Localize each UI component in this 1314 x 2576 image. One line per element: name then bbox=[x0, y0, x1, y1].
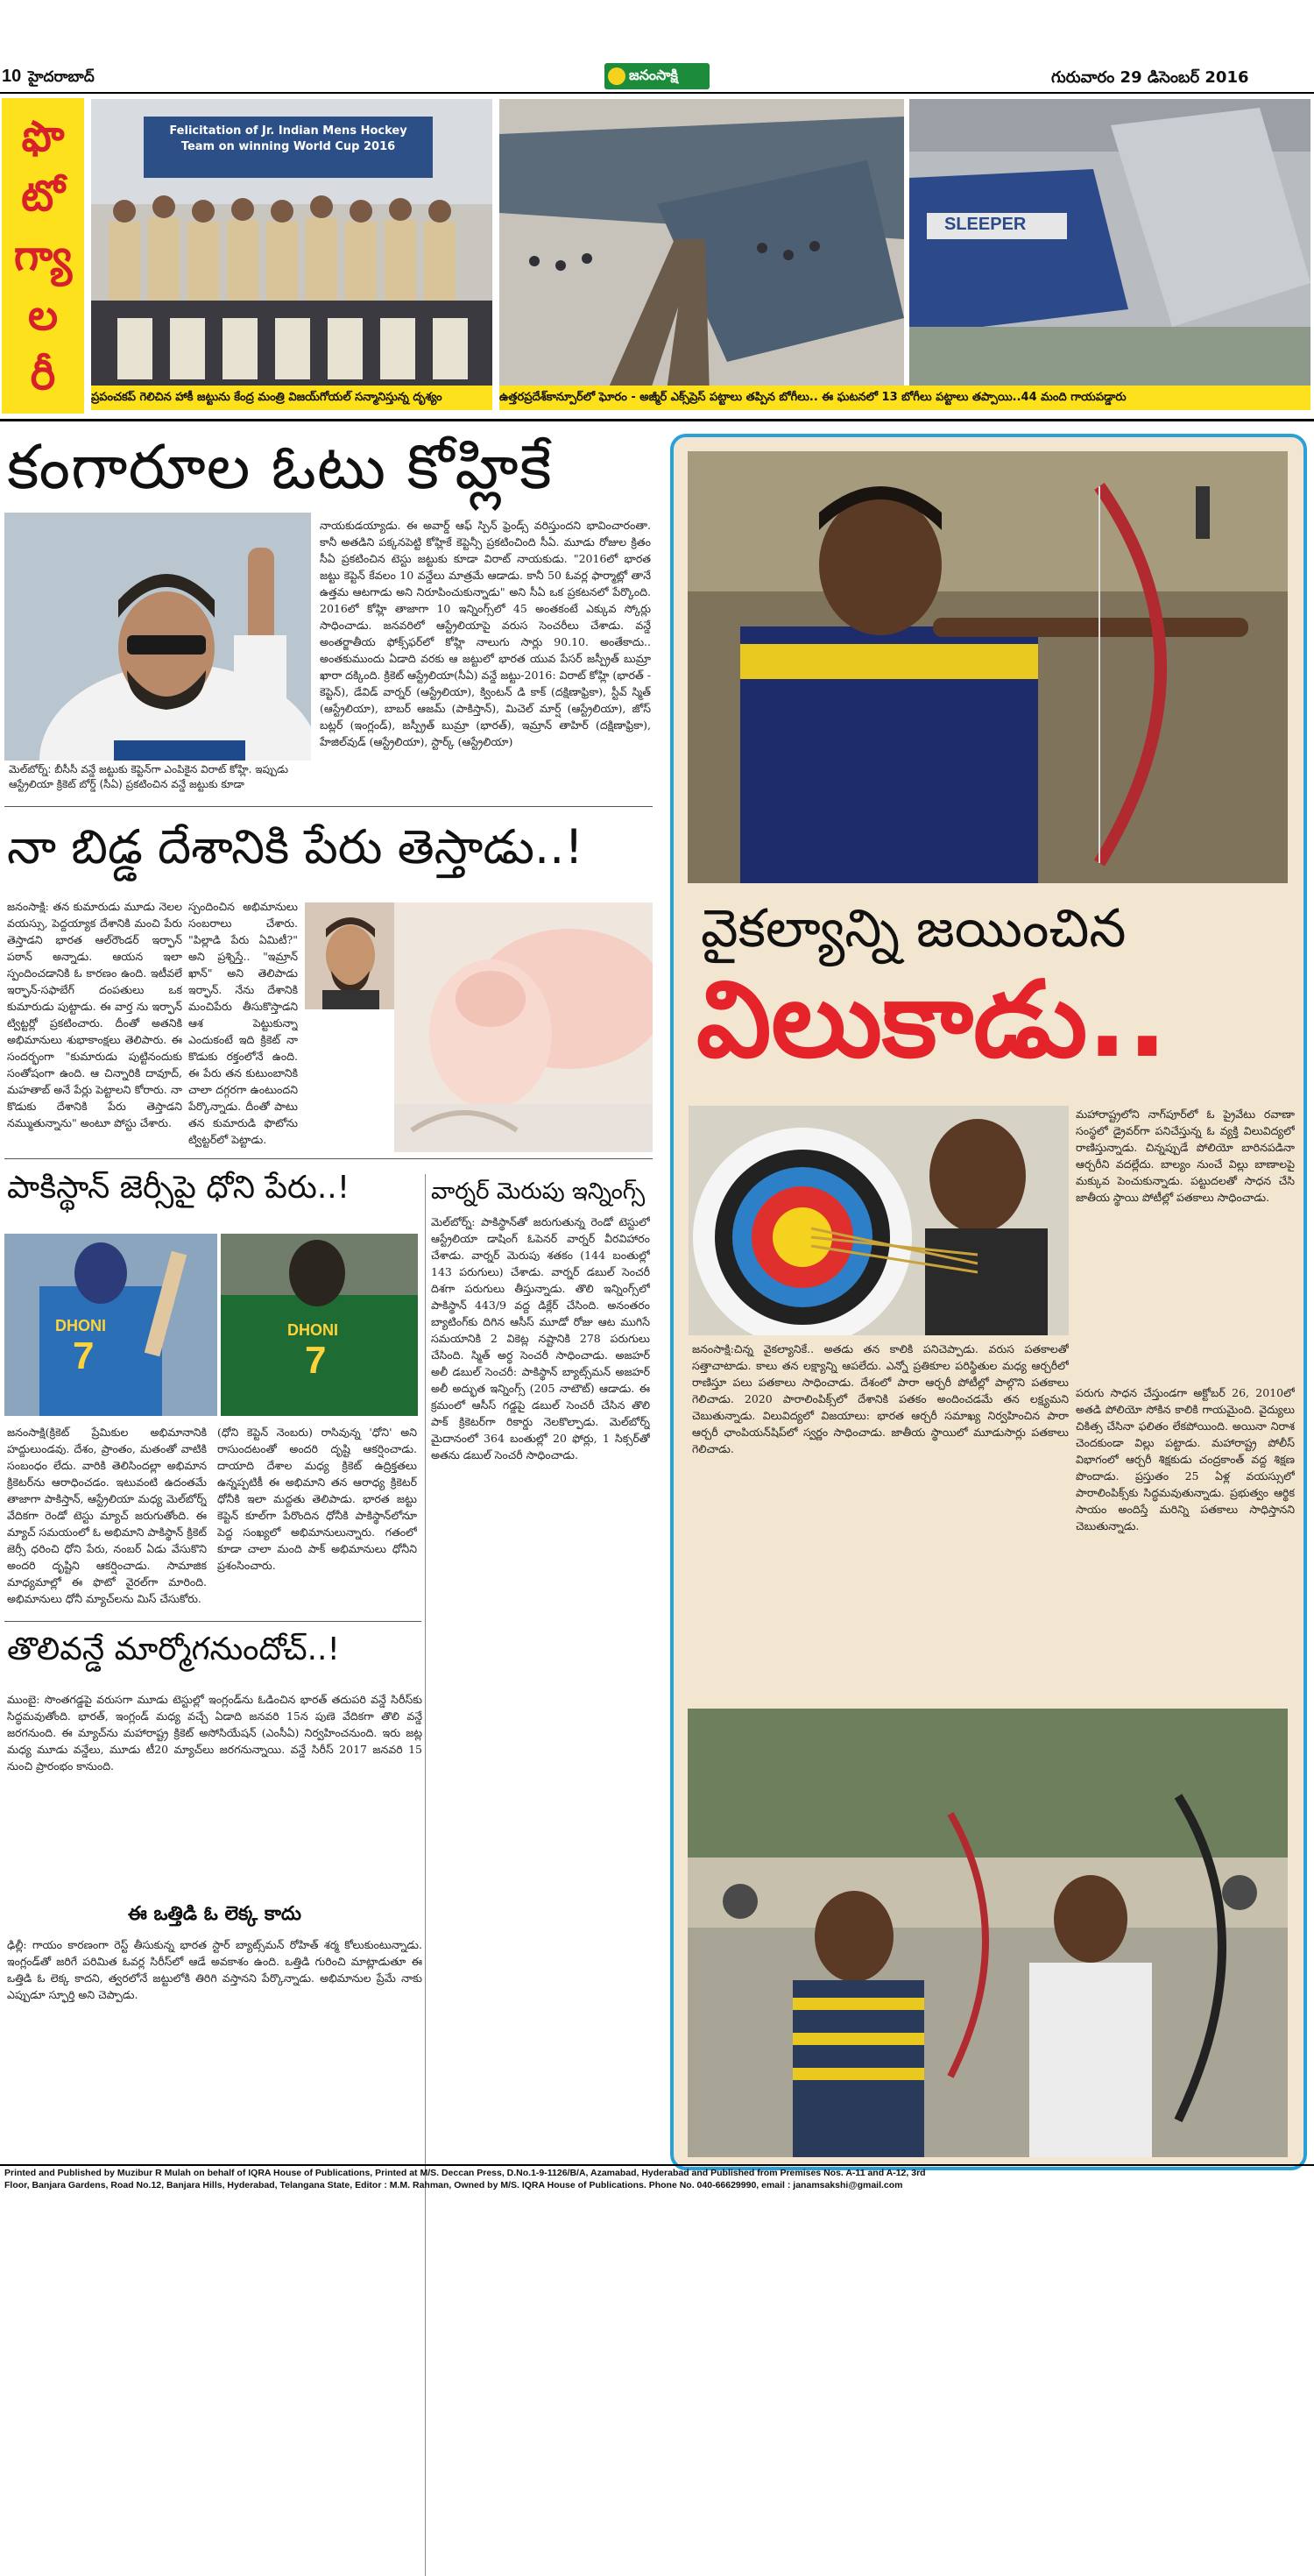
article3-body-right: (ధోని కెప్టెన్ నెంబరు) రాసివున్న 'ధోని' అని రాసుందటంతో అందరి దృష్టి ఆకర్షించాడు. దాయాది దేశాల మధ్య క్రికెట్ ఉద్రిక్తతలు ఉన్నప్పటికీ ఈ అభిమాని తన ఆరాధ్య క్రికెటర్ ధోనీకి ఇలా మద్దతు తెలిపాడు. భారత జట్టు కెప్టెన్ కూల్‌గా పేరొందిన ధోనీకి పాకిస్థాన్‌లోనూ పెద్ద సంఖ్యలో అభిమానులున్నారు. గతంలో కూడా చాలా మంది పాక్ అభిమానులు ధోనీని ప్రశంసించారు. bbox=[217, 1426, 417, 1572]
pakistan-fan-jersey-photo bbox=[221, 1234, 418, 1416]
gallery-label-char: రీ bbox=[30, 350, 56, 400]
article5-body: ముంబై: సొంతగడ్డపై వరుసగా మూడు టెస్టుల్లో ఇంగ్లండ్‌ను ఓడించిన భారత్ తదుపరి వన్డే సిరీస్‌కు సిద్ధమవుతోంది. భారత్, ఇంగ్లండ్ మధ్య వచ్చే ఏడాది జనవరి 15న పుణె వేదికగా తొలి వన్డే జరగనుంది. ఈ మ్యాచ్‌ను మహారాష్ట్ర క్రికెట్ అసోసియేషన్ (ఎంసీఏ) నిర్వహించనుంది. ఇరు జట్ల మధ్య మూడు వన్డేలు, మూడు టీ20 మ్యాచ్‌లు జరగనున్నాయి. వన్డే సిరీస్ 2017 జనవరి 15 నుంచి ప్రారంభం కానుంది. bbox=[7, 1693, 422, 1773]
article4-body: మెల్‌బోర్న్: పాకిస్థాన్‌తో జరుగుతున్న రెండో టెస్టులో ఆస్ట్రేలియా డాషింగ్ ఓపెనర్ వార్నర్ వీరవిహారం చేశాడు. వార్నర్ మెరుపు శతకం (144 బంతుల్లో 143 పరుగులు) చేశాడు. వార్నర్ డబుల్ సెంచరీ దిశగా పరుగులు తీస్తున్నాడు. తొలి ఇన్నింగ్స్‌లో పాకిస్థాన్ 443/9 వద్ద డిక్లేర్ చేసింది. అనంతరం బ్యాటింగ్‌కు దిగిన ఆసీస్ మూడో రోజు ఆట ముగిసే సమయానికి 2 వికెట్ల నష్టానికి 278 పరుగులు చేసింది. స్మిత్ అర్ధ సెంచరీ సాధించాడు. అజహర్ అలీ డబుల్ సెంచరీ: పాకిస్థాన్ బ్యాట్స్‌మన్ అజహర్ అలీ అద్భుత ఇన్నింగ్స్ (205 నాటౌట్) ఆడాడు. ఈ క్రమంలో ఆసీస్ గడ్డపై డబుల్ సెంచరీ చేసిన తొలి పాక్ క్రికెటర్‌గా రికార్డు నెలకొల్పాడు. మెల్‌బోర్న్ మైదానంలో 364 బంతుల్లో 20 ఫోర్లు, 1 సిక్సర్‌తో అతను డబుల్ సెంచరీ సాధించాడు. bbox=[431, 1215, 650, 1461]
archery-group-photo bbox=[688, 1709, 1288, 2157]
coach-text: SLEEPER bbox=[944, 215, 1027, 234]
hockey-team-photo bbox=[91, 99, 492, 397]
baby-hand-photo bbox=[394, 902, 653, 1152]
gallery-label-char: గ్యా bbox=[13, 231, 73, 280]
gallery-caption-right: ఉత్తరప్రదేశ్‌కాన్పూర్‌లో ఘోరం - అజ్మీర్ ఎక్స్‌ప్రెస్ పట్టాలు తప్పిన బోగీలు.. ఈ ఘటనలో 13 బోగీలు పట్టాలు తప్పాయి..44 మంది గాయపడ్డారు bbox=[499, 386, 1310, 410]
article6-headline-line1: వైకల్యాన్ని జయించిన bbox=[701, 898, 1127, 959]
gallery-label-chars bbox=[2, 107, 84, 405]
footer-imprint-line1: Printed and Published by Muzibur R Mulah on behalf of IQRA House of Publications, Printed at M/S. Deccan Press, D.No.1-9-1126/B/A, Azamabad, Hyderabad and Published from Premises Nos. A-11 and A-12, 3rd bbox=[4, 2168, 926, 2178]
article1-body: నాయకుడయ్యాడు. ఈ అవార్డ్ ఆఫ్ స్పిన్ ఫ్రెండ్స్ వరిస్తుందని భావించారంతా. కానీ అతడిని పక్కనపెట్టి కోహ్లికే కెప్టెన్సీ ప్రకటించింది సీఏ. మూడు రోజుల క్రితం సీఏ ప్రకటించిన టెస్టు జట్టుకు కూడా విరాట్ నాయకుడు. "2016లో భారత జట్టు కెప్టెన్ కేవలం 10 వన్డేలు మాత్రమే ఆడాడు. కానీ 50 ఓవర్ల ఫార్మాట్లో తానే ఉత్తమ ఆటగాడు అని నిరూపించుకున్నాడు" అని సీఏ ఒక ప్రకటనలో పేర్కొంది. 2016లో కోహ్లి తాజాగా 10 ఇన్నింగ్స్‌లో 45 అంతకంటే ఎక్కువ స్కోర్లు సాధించాడు. జనవరిలో ఆస్ట్రేలియాపై వరుస సెంచరీలు చేశాడు. వన్డే అంతర్జాతీయ ఫోక్స్‌ఫర్‌లో కోహ్లి నాలుగు సార్లు 90.10. అంతేకాదు.. అంతకుముందు ఏడాది వరకు ఆ జట్టులో భారత యువ పేసర్ జస్ప్రీత్ బుమ్రా ఖారా దక్కింది. క్రికెట్ ఆస్ట్రేలియా(సీఏ) వన్డే జట్టు-2016: విరాట్ కోహ్లి (భారత్ - కెప్టెన్), డేవిడ్ వార్నర్ (ఆస్ట్రేలియా), క్వింటన్ డి కాక్ (దక్షిణాఫ్రికా), స్టీవ్ స్మిత్ (ఆస్ట్రేలియా), బాబర్ ఆజమ్ (పాకిస్తాన్), మిచెల్ మార్ష్ (ఆస్ట్రేలియా), జోస్ బట్లర్ (ఇంగ్లండ్), జస్ప్రీత్ బుమ్రా (భారత్), ఇమ్రాన్ తాహిర్ (దక్షిణాఫ్రికా), హేజిల్‌వుడ్ (ఆస్ట్రేలియా), స్టార్క్ (ఆస్ట్రేలియా) bbox=[320, 519, 651, 748]
irfan-pathan-photo bbox=[305, 902, 397, 1009]
article2-headline: నా బిడ్డ దేశానికి పేరు తెస్తాడు..! bbox=[7, 819, 583, 874]
dhoni-jersey-name: DHONI bbox=[55, 1317, 106, 1334]
masthead-logo-icon bbox=[608, 67, 625, 85]
article3-headline: పాకిస్థాన్ జెర్సీపై ధోని పేరు..! bbox=[7, 1170, 350, 1206]
article6-left-col: జనంసాక్షి:చిన్న వైకల్యానికే.. అతడు తన కాలికి పనిచెప్పాడు. వరుస పతకాలతో సత్తాచాటాడు. కాలు తన లక్ష్యాన్ని ఆపలేదు. ఎన్నో ప్రతికూల పరిస్థితుల మధ్య ఆర్చరీలో రాణిస్తూ పలు పతకాలు సాధించాడు. దేశంలో పారా ఆర్చరీ పోటీల్లో పాల్గొని పతకాలు గెలిచాడు. 2020 పారాలింపిక్స్‌లో దేశానికి పతకం అందించడమే తన లక్ష్యమని చెబుతున్నాడు. విలువిద్యలో విజయాలు: భారత ఆర్చరీ సమాఖ్య నిర్వహించిన పారా ఆర్చరీ ఛాంపియన్‌షిప్‌లో స్వర్ణం సాధించాడు. జాతీయ స్థాయిలో మూడుసార్లు పతకాలు గెలిచాడు. bbox=[692, 1342, 1069, 1455]
gallery-caption-left: ప్రపంచకప్ గెలిచిన హాకీ జట్టును కేంద్ర మంత్రి విజయ్‌గోయల్ సన్మానిస్తున్న దృశ్యం bbox=[91, 386, 492, 410]
fan-jersey-number: 7 bbox=[305, 1339, 327, 1382]
article5-headline: తొలివన్డే మార్మోగనుందోచ్..! bbox=[7, 1631, 340, 1667]
article1-headline: కంగారూల ఓటు కోహ్లికే bbox=[7, 431, 553, 503]
masthead-title: జనంసాక్షి bbox=[629, 67, 678, 83]
archer-target-photo bbox=[689, 1106, 1069, 1335]
gallery-label-char: ల bbox=[27, 291, 59, 340]
footer-imprint-line2: Floor, Banjara Gardens, Road No.12, Banjara Hills, Hyderabad, Telangana State, Editor : M.M. Rahman, Owned by M/S. IQRA House of Publications. Phone No. 040-66629990, email : janamsakshi@gmail.com bbox=[4, 2180, 903, 2190]
dhoni-jersey-number: 7 bbox=[73, 1334, 95, 1377]
dhoni-photo bbox=[4, 1234, 217, 1416]
article5-sub-body: ఢిల్లీ: గాయం కారణంగా రెస్ట్ తీసుకున్న భారత స్టార్ బ్యాట్స్‌మన్ రోహిత్ శర్మ కోలుకుంటున్నాడు. ఇంగ్లండ్‌తో జరిగే పరిమిత ఓవర్ల సిరీస్‌లో ఆడే అవకాశం ఉంది. ఒత్తిడి గురించి మాట్లాడుతూ ఈ ఒత్తిడి ఓ లెక్క కాదని, త్వరలోనే జట్టులోకి తిరిగి వస్తానని పేర్కొన్నాడు. అభిమానుల ప్రేమే నాకు ఎప్పుడూ స్ఫూర్తి అని చెప్పాడు. bbox=[7, 1938, 422, 2001]
article6-headline-line2: విలుకాడు.. bbox=[696, 959, 1168, 1081]
article4-headline: వార్నర్ మెరుపు ఇన్నింగ్స్ bbox=[431, 1178, 646, 1205]
gallery-label-char: ఫొ bbox=[21, 112, 65, 161]
kohli-photo-caption: మెల్‌బోర్న్: బీసీసీ వన్డే జట్టుకు కెప్టెన్‌గా ఎంపికైన విరాట్ కోహ్లి. ఇప్పుడు ఆస్ట్రేలియా క్రికెట్ బోర్డ్ (సీఏ) ప్రకటించిన వన్డే జట్టుకు కూడా bbox=[9, 763, 289, 790]
archer-main-photo bbox=[688, 451, 1288, 883]
article2-body-left: జనంసాక్షి: తన కుమారుడు మూడు నెలల వయస్సు, పెద్దయ్యాక దేశానికి మంచి పేరు తెస్తాడని భారత ఆల్‌రౌండర్ ఇర్ఫాన్ పఠాన్ అన్నాడు. ఆయన ఇలా స్పందించడానికి ఓ కారణం ఉంది. ఇటీవలే ఇర్ఫాన్-సఫాబేగ్ దంపతులు ఒక కుమారుడు పుట్టాడు. ఈ వార్త ను ఇర్ఫాన్ ట్విట్టర్లో ప్రకటించారు. దీంతో అతనికి అభిమానులు శుభాకాంక్షలు తెలిపారు. ఈ సందర్భంగా "కుమారుడు పుట్టినందుకు సంతోషంగా ఉంది. ఆ చిన్నారికి దావూద్, మహతాబ్ అనే పేర్లు పెట్టాలని కోరారు. నా కొడుకు దేశానికి పేరు తెస్తాడని నమ్ముతున్నాను" అంటూ పోస్టు చేశారు. bbox=[7, 900, 182, 1129]
article5-subhead: ఈ ఒత్తిడి ఓ లెక్క కాదు bbox=[127, 1903, 302, 1925]
article6-right-col-bottom: పరుగు సాధన చేస్తుండగా అక్టోబర్ 26, 2010లో అతడి పోలియో సోకిన కాలికి గాయమైంది. వైద్యులు చికిత్స చేసినా ఫలితం లేకపోయింది. అయినా నిరాశ చెందకుండా విల్లు పట్టాడు. మహారాష్ట్ర పోలీస్ విభాగంలో ఆర్చరీ శిక్షకుడు చంద్రకాంత్ వద్ద శిక్షణ పొందాడు. ప్రస్తుతం 25 ఏళ్ల వయస్సులో పారాలింపిక్స్‌కు సిద్ధమవుతున్నాడు. ప్రభుత్వం ఆర్థిక సాయం అందిస్తే మరిన్ని పతకాలు సాధిస్తానని చెబుతున్నాడు. bbox=[1076, 1386, 1295, 1532]
hockey-banner-text: Felicitation of Jr. Indian Mens Hockey Team on winning World Cup 2016 bbox=[169, 124, 407, 153]
gallery-label-char: టో bbox=[21, 172, 65, 221]
train-derailment-photo-2 bbox=[909, 99, 1310, 397]
article6-right-col-top: మహారాష్ట్రలోని నాగ్‌పూర్‌లో ఓ ప్రైవేటు రవాణా సంస్థలో డ్రైవర్‌గా పనిచేస్తున్న ఓ వ్యక్తి విలువిద్యలో రాణిస్తున్నాడు. చిన్నప్పుడే పోలియో బారినపడినా ఆర్చరీని వదల్లేదు. బాల్యం నుంచే విల్లు బాణాలపై మక్కువ పెంచుకున్నాడు. పట్టుదలతో సాధన చేసి జాతీయ స్థాయి పోటీల్లో పతకాలు సాధించాడు. bbox=[1076, 1108, 1295, 1204]
kohli-photo bbox=[4, 513, 311, 761]
header-date: గురువారం 29 డిసెంబర్ 2016 bbox=[1051, 68, 1249, 87]
masthead bbox=[604, 63, 710, 89]
header-city: హైదరాబాద్ bbox=[28, 68, 95, 86]
page-number: 10 bbox=[2, 67, 22, 86]
fan-jersey-name: DHONI bbox=[287, 1321, 338, 1339]
train-derailment-photo-1 bbox=[499, 99, 904, 397]
article2-body-right: స్పందించిన అభిమానులు సంబరాలు చేశారు. "పిల్లాడి పేరు ఏమిటీ?" అని ప్రశ్నిస్తే.. "ఇమ్రాన్ ఖాన్" అని తెలిపాడు ఇర్ఫాన్. నేను దేశానికి మంచిపేరు తీసుకొస్తాడని ఆశ పెట్టుకున్నా ఎందుకంటే ఇది క్రికెట్ నా కొడుకు రక్తంలోనే ఉంది. ఈ పేరు తన కుటుంబానికి చాలా దగ్గరగా ఉంటుందని పేర్కొన్నాడు. దీంతో పాటు తన కుమారుడి ఫొటోను ట్విట్టర్‌లో పెట్టాడు. bbox=[188, 900, 298, 1146]
page-header bbox=[0, 0, 1314, 95]
photo-gallery-label bbox=[2, 98, 84, 414]
article3-body-left: జనంసాక్షి(క్రికెట్ ప్రేమికుల అభిమానానికి హద్దులుండవు. దేశం, ప్రాంతం, మతంతో వాటికి సంబంధం లేదు. వారికి తెలిసిందల్లా అభిమాన క్రికెటర్‌ను ఆరాధించడం. ఇటువంటి ఉదంతమే తాజాగా పాకిస్తాన్, ఆస్ట్రేలియా మధ్య మెల్‌బోర్న్ వేదికగా రెండో టెస్టు మ్యాచ్ జరుగుతోంది. ఈ మ్యాచ్ సమయంలో ఓ అభిమాని పాకిస్థాన్ క్రికెట్ జెర్సీ ధరించి ధోని పేరు, నంబర్ ఏడు వేసుకొని అందరి దృష్టిని ఆకర్షించాడు. సామాజిక మాధ్యమాల్లో ఈ ఫొటో వైరల్‌గా మారింది. అభిమానులు ధోనీ మ్యాచ్‌లను మిస్ చేసుకోరు. bbox=[7, 1426, 207, 1605]
